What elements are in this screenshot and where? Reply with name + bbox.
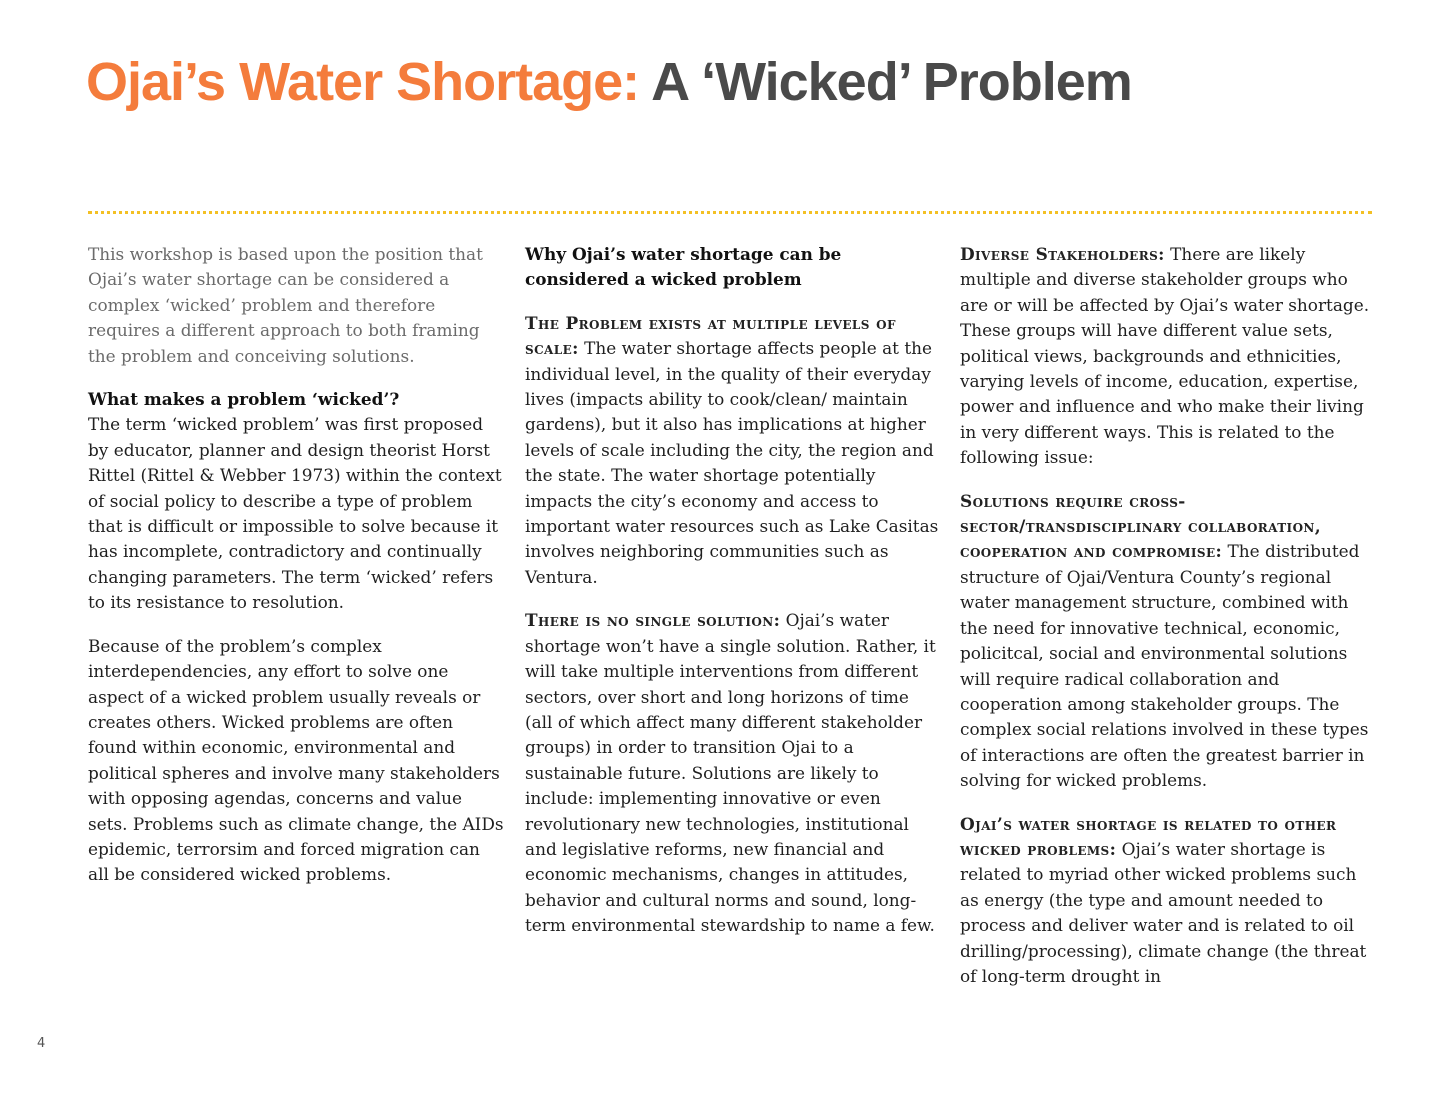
paragraph-text: Ojai’s water shortage is related to myriad other wicked problems such as energy (the type and amount needed to process and deliver water and is related to oil drilling/processing), climate change (the threat of long-term drought in	[960, 838, 1367, 986]
body-paragraph	[525, 608, 941, 938]
section-heading: What makes a problem ‘wicked’?	[88, 389, 400, 410]
run-in-heading: Diverse Stakeholders:	[960, 244, 1165, 264]
paragraph-text: There are likely multiple and diverse stakeholder groups who are or will be affected by Ojai’s water shortage. These groups will have different value sets, political views, backgrounds and ethnicities, varying levels of income, education, expertise, power and influence and who make their living in very different ways. This is related to the following issue:	[960, 244, 1370, 468]
page-title	[86, 50, 1132, 114]
intro-paragraph: This workshop is based upon the position that Ojai’s water shortage can be considered a complex ‘wicked’ problem and therefore requires a different approach to both framing the problem and conceiving solutions.	[88, 244, 483, 366]
section-heading: Why Ojai’s water shortage can be considered a wicked problem	[525, 244, 842, 290]
paragraph-text: Ojai’s water shortage won’t have a single solution. Rather, it will take multiple interventions from different sectors, over short and long horizons of time (all of which affect many different stakeholder groups) in order to transition Ojai to a sustainable future. Solutions are likely to include: implementing innovative or even revolutionary new technologies, institutional and legislative reforms, new financial and economic mechanisms, changes in attitudes, behavior and cultural norms and sound, long-term environmental stewardship to name a few.	[525, 610, 936, 936]
title-rest: A ‘Wicked’ Problem	[651, 52, 1132, 112]
run-in-heading: There is no single solution:	[525, 610, 781, 631]
run-in-heading: Solutions require cross-sector/transdisciplinary collaboration, cooperation and compromise:	[960, 490, 1322, 562]
dotted-divider	[88, 211, 1372, 214]
paragraph-text: The water shortage affects people at the individual level, in the quality of their everyday lives (impacts ability to cook/clean/ maintain gardens), but it also has implications at higher levels of scale including the city, the region and the state. The water shortage potentially impacts the city’s economy and access to important water resources such as Lake Casitas involves neighboring communities such as Ventura.	[525, 338, 939, 587]
body-paragraph	[960, 242, 1380, 471]
column-3	[960, 242, 1380, 1007]
column-1	[88, 242, 504, 906]
run-in-heading: The Problem exists at multiple levels of scale:	[525, 312, 896, 359]
body-paragraph	[960, 812, 1380, 990]
page-number: 4	[37, 1036, 46, 1051]
body-paragraph: Because of the problem’s complex interdependencies, any effort to solve one aspect of a wicked problem usually reveals or creates others. Wicked problems are often found within economic, environmental and political spheres and involve many stakeholders with opposing agendas, concerns and value sets. Problems such as climate change, the AIDs epidemic, terrorsim and forced migration can all be considered wicked problems.	[88, 635, 504, 885]
body-paragraph: The term ‘wicked problem’ was first proposed by educator, planner and design theorist Horst Rittel (Rittel & Webber 1973) within the context of social policy to describe a type of problem that is difficult or impossible to solve because it has incomplete, contradictory and continually changing parameters. The term ‘wicked’ refers to its resistance to resolution.	[88, 414, 502, 613]
paragraph-text: The distributed structure of Ojai/Ventura County’s regional water management structure, combined with the need for innovative technical, economic, policitcal, social and environmental solutions will require radical collaboration and cooperation among stakeholder groups. The complex social relations involved in these types of interactions are often the greatest barrier in solving for wicked problems.	[960, 541, 1369, 791]
title-highlight: Ojai’s Water Shortage:	[86, 52, 640, 112]
column-2	[525, 242, 941, 957]
body-paragraph	[960, 489, 1380, 794]
run-in-heading: Ojai’s water shortage is related to other wicked problems:	[960, 813, 1337, 859]
body-paragraph	[525, 311, 941, 590]
